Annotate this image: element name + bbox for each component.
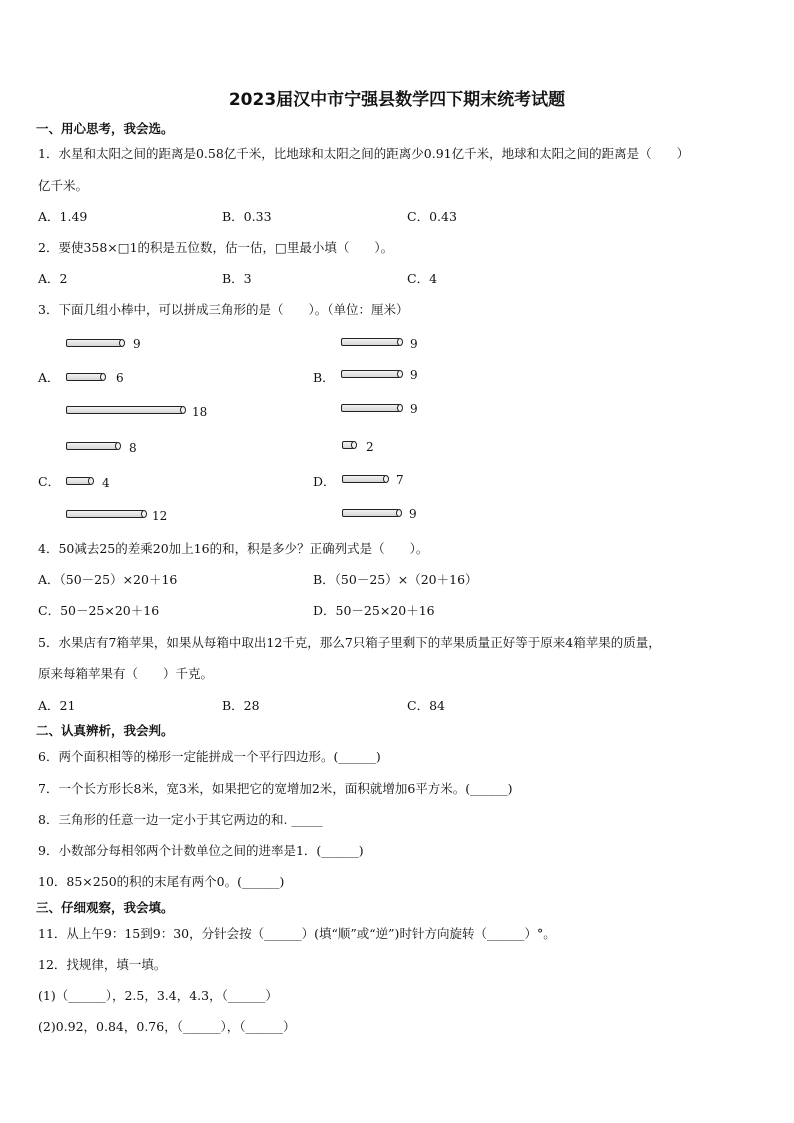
stick-d-1-length: 2	[366, 440, 374, 454]
question-1-option-b[interactable]: B．0.33	[222, 209, 272, 224]
question-11-text: 11．从上午9：15到9：30，分针会按（______）(填“顺”或“逆”)时针方向旋转（______）°。	[38, 926, 556, 941]
stick-c-2-length: 4	[102, 476, 110, 490]
question-4-option-b[interactable]: B．（50－25）×（20＋16）	[313, 572, 478, 587]
question-6-text: 6．两个面积相等的梯形一定能拼成一个平行四边形。(______)	[38, 749, 381, 764]
question-5-option-a[interactable]: A．21	[38, 698, 76, 713]
stick-b-2-length: 9	[410, 368, 418, 382]
stick-c-3	[66, 510, 144, 518]
stick-a-3	[66, 406, 183, 414]
question-5-option-b[interactable]: B．28	[222, 698, 260, 713]
question-12-part-1: (1)（______），2.5，3.4，4.3，（______）	[38, 988, 278, 1003]
question-2-option-b[interactable]: B．3	[222, 271, 252, 286]
stick-c-3-length: 12	[152, 509, 168, 523]
stick-a-1	[66, 339, 122, 347]
question-1-text-cont: 亿千米。	[38, 178, 89, 193]
stick-d-3	[342, 509, 399, 517]
stick-b-3	[341, 404, 400, 412]
stick-b-1	[341, 338, 400, 346]
question-3-option-a[interactable]: A．	[38, 370, 60, 385]
question-5-text: 5．水果店有7箱苹果，如果从每箱中取出12千克，那么7只箱子里剩下的苹果质量正好等于原来4箱苹果的质量，	[38, 635, 661, 650]
question-3-option-d[interactable]: D．	[313, 474, 336, 489]
section-2-heading: 二、认真辨析，我会判。	[36, 723, 174, 738]
stick-b-2	[341, 370, 400, 378]
stick-a-1-length: 9	[133, 337, 141, 351]
question-1-text: 1．水星和太阳之间的距离是0.58亿千米，比地球和太阳之间的距离少0.91亿千米，地球和太阳之间的距离是（ ）	[38, 146, 690, 161]
question-2-option-a[interactable]: A．2	[38, 271, 68, 286]
question-4-option-d[interactable]: D．50－25×20＋16	[313, 603, 435, 618]
stick-b-1-length: 9	[410, 337, 418, 351]
question-1-option-c[interactable]: C．0.43	[407, 209, 457, 224]
stick-a-3-length: 18	[192, 405, 208, 419]
question-7-text: 7．一个长方形长8米，宽3米，如果把它的宽增加2米，面积就增加6平方米。(______)	[38, 781, 513, 796]
question-3-text: 3．下面几组小棒中，可以拼成三角形的是（ ）。（单位：厘米）	[38, 302, 409, 317]
stick-d-2	[342, 475, 386, 483]
stick-c-1	[66, 442, 118, 450]
stick-c-1-length: 8	[129, 441, 137, 455]
question-2-text: 2．要使358×□1的积是五位数，估一估，□里最小填（ ）。	[38, 240, 394, 255]
question-10-text: 10．85×250的积的末尾有两个0。(______)	[38, 874, 285, 889]
question-9-text: 9．小数部分每相邻两个计数单位之间的进率是1．(______)	[38, 843, 364, 858]
question-4-option-c[interactable]: C．50－25×20＋16	[38, 603, 160, 618]
stick-d-2-length: 7	[396, 473, 404, 487]
question-5-text-cont: 原来每箱苹果有（ ）千克。	[38, 666, 214, 681]
stick-c-2	[66, 477, 91, 485]
question-1-option-a[interactable]: A．1.49	[38, 209, 88, 224]
page-title: 2023届汉中市宁强县数学四下期末统考试题	[228, 90, 566, 110]
section-1-heading: 一、用心思考，我会选。	[36, 121, 174, 136]
question-3-option-c[interactable]: C．	[38, 474, 61, 489]
question-5-option-c[interactable]: C．84	[407, 698, 445, 713]
stick-b-3-length: 9	[410, 402, 418, 416]
stick-d-1	[342, 441, 354, 449]
stick-a-2-length: 6	[116, 371, 124, 385]
question-3-option-b[interactable]: B．	[313, 370, 335, 385]
question-8-text: 8．三角形的任意一边一定小于其它两边的和. _____	[38, 812, 323, 827]
question-4-option-a[interactable]: A．（50－25）×20＋16	[38, 572, 178, 587]
section-3-heading: 三、仔细观察，我会填。	[36, 900, 174, 915]
question-4-text: 4．50减去25的差乘20加上16的和，积是多少？正确列式是（ ）。	[38, 541, 429, 556]
question-12-text: 12．找规律，填一填。	[38, 957, 167, 972]
stick-d-3-length: 9	[409, 507, 417, 521]
question-2-option-c[interactable]: C．4	[407, 271, 438, 286]
stick-a-2	[66, 373, 103, 381]
question-12-part-2: (2)0.92，0.84，0.76，（______），（______）	[38, 1019, 296, 1034]
